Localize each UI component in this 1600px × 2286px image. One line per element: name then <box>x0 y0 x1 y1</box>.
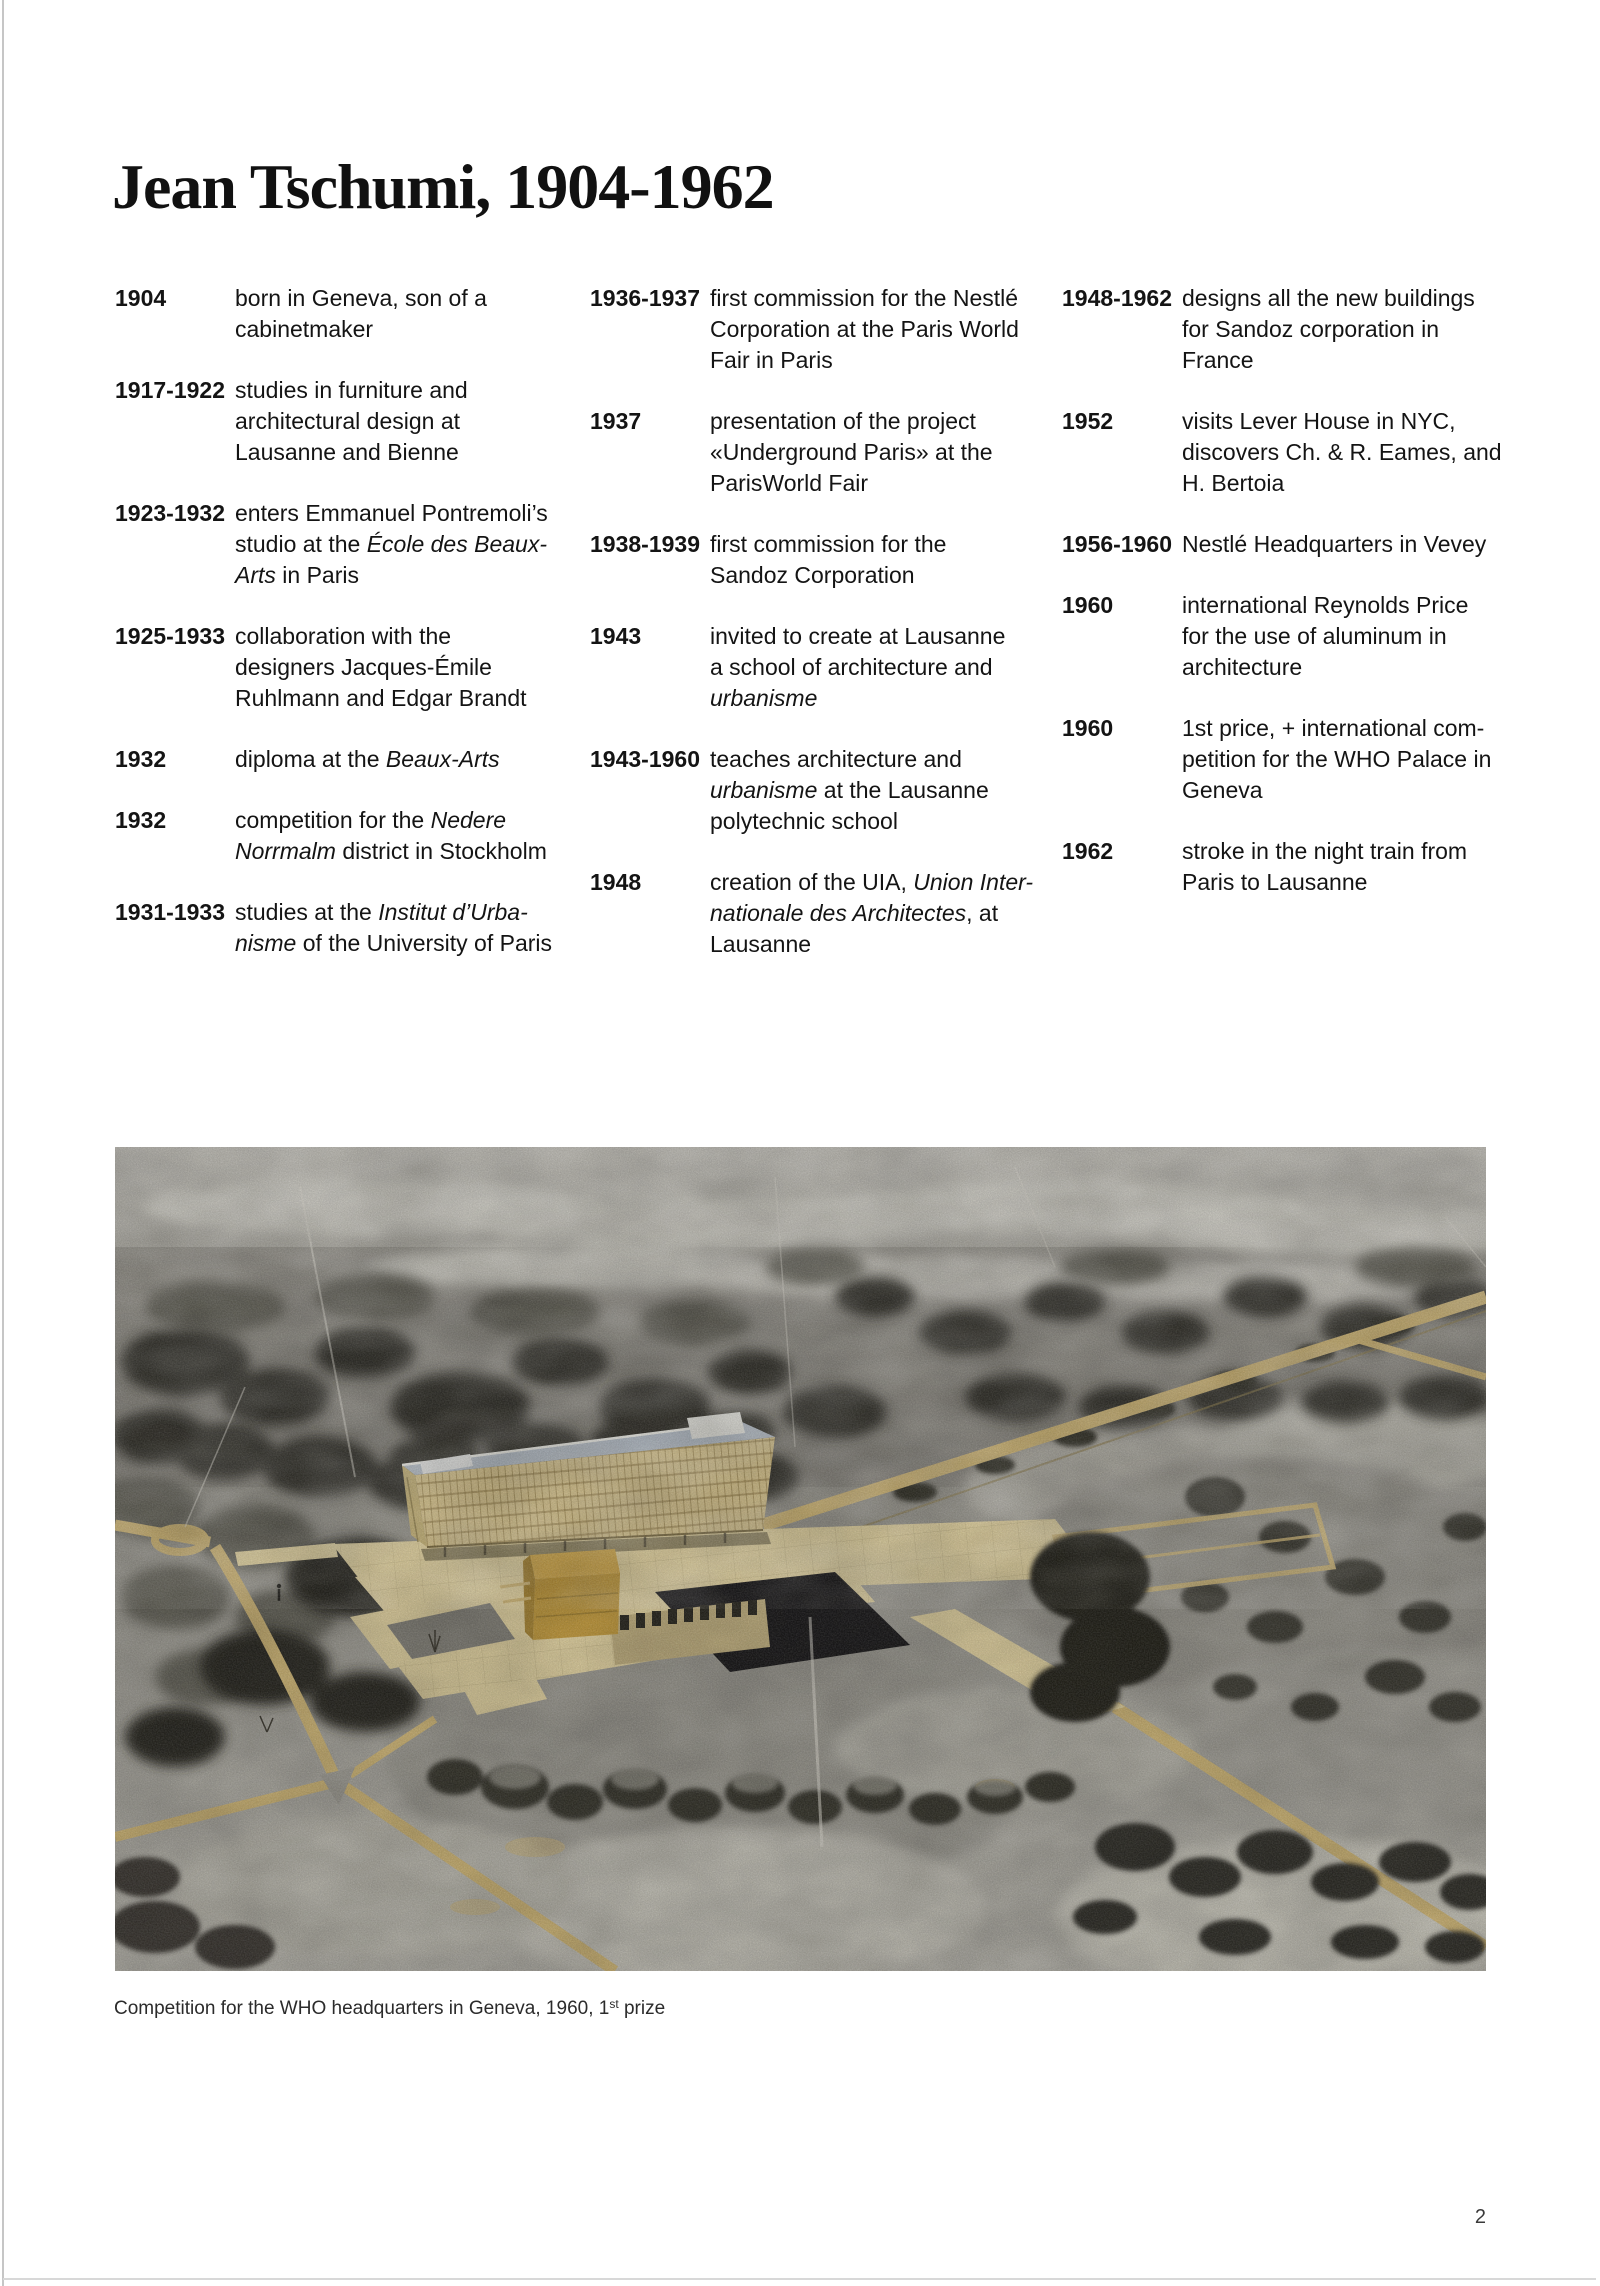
timeline-description-line: urbanisme at the Lausanne <box>710 777 989 803</box>
timeline-year: 1931-1933 <box>115 899 225 925</box>
timeline-description <box>235 498 548 591</box>
timeline-year: 1932 <box>115 746 167 772</box>
timeline-description <box>1182 406 1502 499</box>
timeline-description-line: architectural design at <box>235 408 461 434</box>
timeline-description-line: petition for the WHO Palace in <box>1182 746 1492 772</box>
timeline-year: 1943 <box>590 623 642 649</box>
timeline-entry <box>115 375 552 468</box>
timeline-description <box>1182 529 1486 560</box>
timeline-entry <box>1062 836 1502 898</box>
timeline-description-line: Sandoz Corporation <box>710 562 915 588</box>
timeline-description-line: polytechnic school <box>710 808 898 834</box>
timeline-year: 1923-1932 <box>115 500 225 526</box>
timeline-description-line: first commission for the <box>710 531 947 557</box>
timeline-description-line: designs all the new buildings <box>1182 285 1475 311</box>
timeline-description-line: Corporation at the Paris World <box>710 316 1019 342</box>
timeline-entry <box>590 867 1033 960</box>
figure-caption-superscript: st <box>609 1997 619 2011</box>
timeline-entry <box>1062 529 1502 560</box>
timeline-description <box>710 406 993 499</box>
figure <box>115 1147 1486 1971</box>
timeline-description-line: collaboration with the <box>235 623 452 649</box>
timeline-description-line: Nestlé Headquarters in Vevey <box>1182 531 1487 557</box>
timeline-year: 1948 <box>590 869 642 895</box>
timeline-description <box>235 621 527 714</box>
timeline-description-line: discovers Ch. & R. Eames, and <box>1182 439 1502 465</box>
timeline-description-line: Lausanne and Bienne <box>235 439 459 465</box>
timeline-description-line: studies in furniture and <box>235 377 468 403</box>
timeline-description-line: presentation of the project <box>710 408 976 434</box>
timeline-entry <box>590 529 1033 591</box>
timeline-description-line: designers Jacques-Émile <box>235 654 492 680</box>
timeline-description-line: first commission for the Nestlé <box>710 285 1019 311</box>
timeline-description-line: Ruhlmann and Edgar Brandt <box>235 685 527 711</box>
figure-caption-text: Competition for the WHO headquarters in Geneva, 1960, 1 <box>114 1998 610 2019</box>
page-edge-line <box>2 0 4 2286</box>
timeline-description-line: stroke in the night train from <box>1182 838 1468 864</box>
timeline-description-line: creation of the UIA, Union Inter- <box>710 869 1034 895</box>
timeline-year: 1925-1933 <box>115 623 225 649</box>
timeline-description <box>1182 836 1467 898</box>
timeline-description-line: H. Bertoia <box>1182 470 1285 496</box>
timeline-description-line: Arts in Paris <box>235 562 359 588</box>
timeline-entry <box>115 283 552 345</box>
timeline-description <box>1182 713 1491 806</box>
timeline-column-1 <box>115 283 552 989</box>
timeline-year: 1938-1939 <box>590 531 700 557</box>
timeline-description <box>710 529 946 591</box>
timeline-entry <box>590 744 1033 837</box>
timeline-description-line: 1st price, + international com- <box>1182 715 1485 741</box>
timeline-entry <box>1062 713 1502 806</box>
timeline-year: 1960 <box>1062 715 1114 741</box>
timeline-description-line: Paris to Lausanne <box>1182 869 1368 895</box>
timeline-description-line: born in Geneva, son of a <box>235 285 487 311</box>
timeline-description-line: a school of architecture and <box>710 654 993 680</box>
timeline-description-line: nationale des Architectes, at <box>710 900 999 926</box>
aerial-photo-svg <box>115 1147 1486 1971</box>
timeline-description-line: architecture <box>1182 654 1303 680</box>
timeline-description <box>235 897 552 959</box>
timeline-entry <box>115 897 552 959</box>
timeline-description <box>1182 283 1475 376</box>
timeline-description <box>1182 590 1468 683</box>
figure-caption-suffix: prize <box>618 1998 666 2019</box>
timeline-description-line: studio at the École des Beaux- <box>235 531 547 557</box>
grain-overlay <box>115 1147 1486 1971</box>
timeline-year: 1932 <box>115 807 167 833</box>
timeline-column-3 <box>1062 283 1502 928</box>
timeline-description-line: studies at the Institut d’Urba- <box>235 899 528 925</box>
timeline-entry <box>1062 406 1502 499</box>
timeline-description-line: France <box>1182 347 1254 373</box>
timeline-entry <box>115 744 552 775</box>
figure-caption <box>114 1992 665 2021</box>
timeline-year: 1936-1937 <box>590 285 700 311</box>
timeline-description-line: visits Lever House in NYC, <box>1182 408 1456 434</box>
timeline-description-line: urbanisme <box>710 685 818 711</box>
timeline-description-line: teaches architecture and <box>710 746 962 772</box>
page-number: 2 <box>1474 2206 1486 2228</box>
timeline-description <box>710 867 1033 960</box>
timeline-description-line: international Reynolds Price <box>1182 592 1469 618</box>
timeline-entry <box>115 498 552 591</box>
page-title: Jean Tschumi, 1904-1962 <box>112 150 774 222</box>
timeline-entry <box>590 283 1033 376</box>
timeline-entry <box>590 621 1033 714</box>
timeline-year: 1956-1960 <box>1062 531 1172 557</box>
timeline-description-line: for the use of aluminum in <box>1182 623 1447 649</box>
timeline-entry <box>115 621 552 714</box>
timeline-description-line: invited to create at Lausanne <box>710 623 1006 649</box>
timeline-description <box>710 621 1005 714</box>
timeline-entry <box>590 406 1033 499</box>
timeline-year: 1952 <box>1062 408 1114 434</box>
timeline-description-line: cabinetmaker <box>235 316 374 342</box>
timeline-description <box>235 375 468 468</box>
timeline-year: 1904 <box>115 285 167 311</box>
timeline-entry <box>1062 590 1502 683</box>
timeline-description-line: for Sandoz corporation in <box>1182 316 1439 342</box>
timeline-year: 1937 <box>590 408 642 434</box>
timeline-description <box>235 805 547 867</box>
timeline-description-line: ParisWorld Fair <box>710 470 869 496</box>
timeline-year: 1943-1960 <box>590 746 700 772</box>
timeline-entry <box>115 805 552 867</box>
timeline-description-line: «Underground Paris» at the <box>710 439 993 465</box>
timeline-description-line: competition for the Nedere <box>235 807 507 833</box>
timeline-description-line: diploma at the Beaux-Arts <box>235 746 500 772</box>
timeline-description-line: enters Emmanuel Pontremoli’s <box>235 500 548 526</box>
timeline-description <box>235 744 500 775</box>
timeline-column-2 <box>590 283 1033 990</box>
timeline-entry <box>1062 283 1502 376</box>
timeline-description <box>235 283 487 345</box>
timeline-description-line: Geneva <box>1182 777 1263 803</box>
page-bottom-edge-line <box>3 2278 1596 2280</box>
timeline-description <box>710 744 989 837</box>
timeline-year: 1948-1962 <box>1062 285 1172 311</box>
timeline-description-line: nisme of the University of Paris <box>235 930 553 956</box>
timeline-year: 1960 <box>1062 592 1114 618</box>
timeline-description-line: Norrmalm district in Stockholm <box>235 838 547 864</box>
timeline-year: 1917-1922 <box>115 377 225 403</box>
timeline-description <box>710 283 1019 376</box>
timeline-year: 1962 <box>1062 838 1114 864</box>
timeline-description-line: Lausanne <box>710 931 812 957</box>
timeline-description-line: Fair in Paris <box>710 347 833 373</box>
